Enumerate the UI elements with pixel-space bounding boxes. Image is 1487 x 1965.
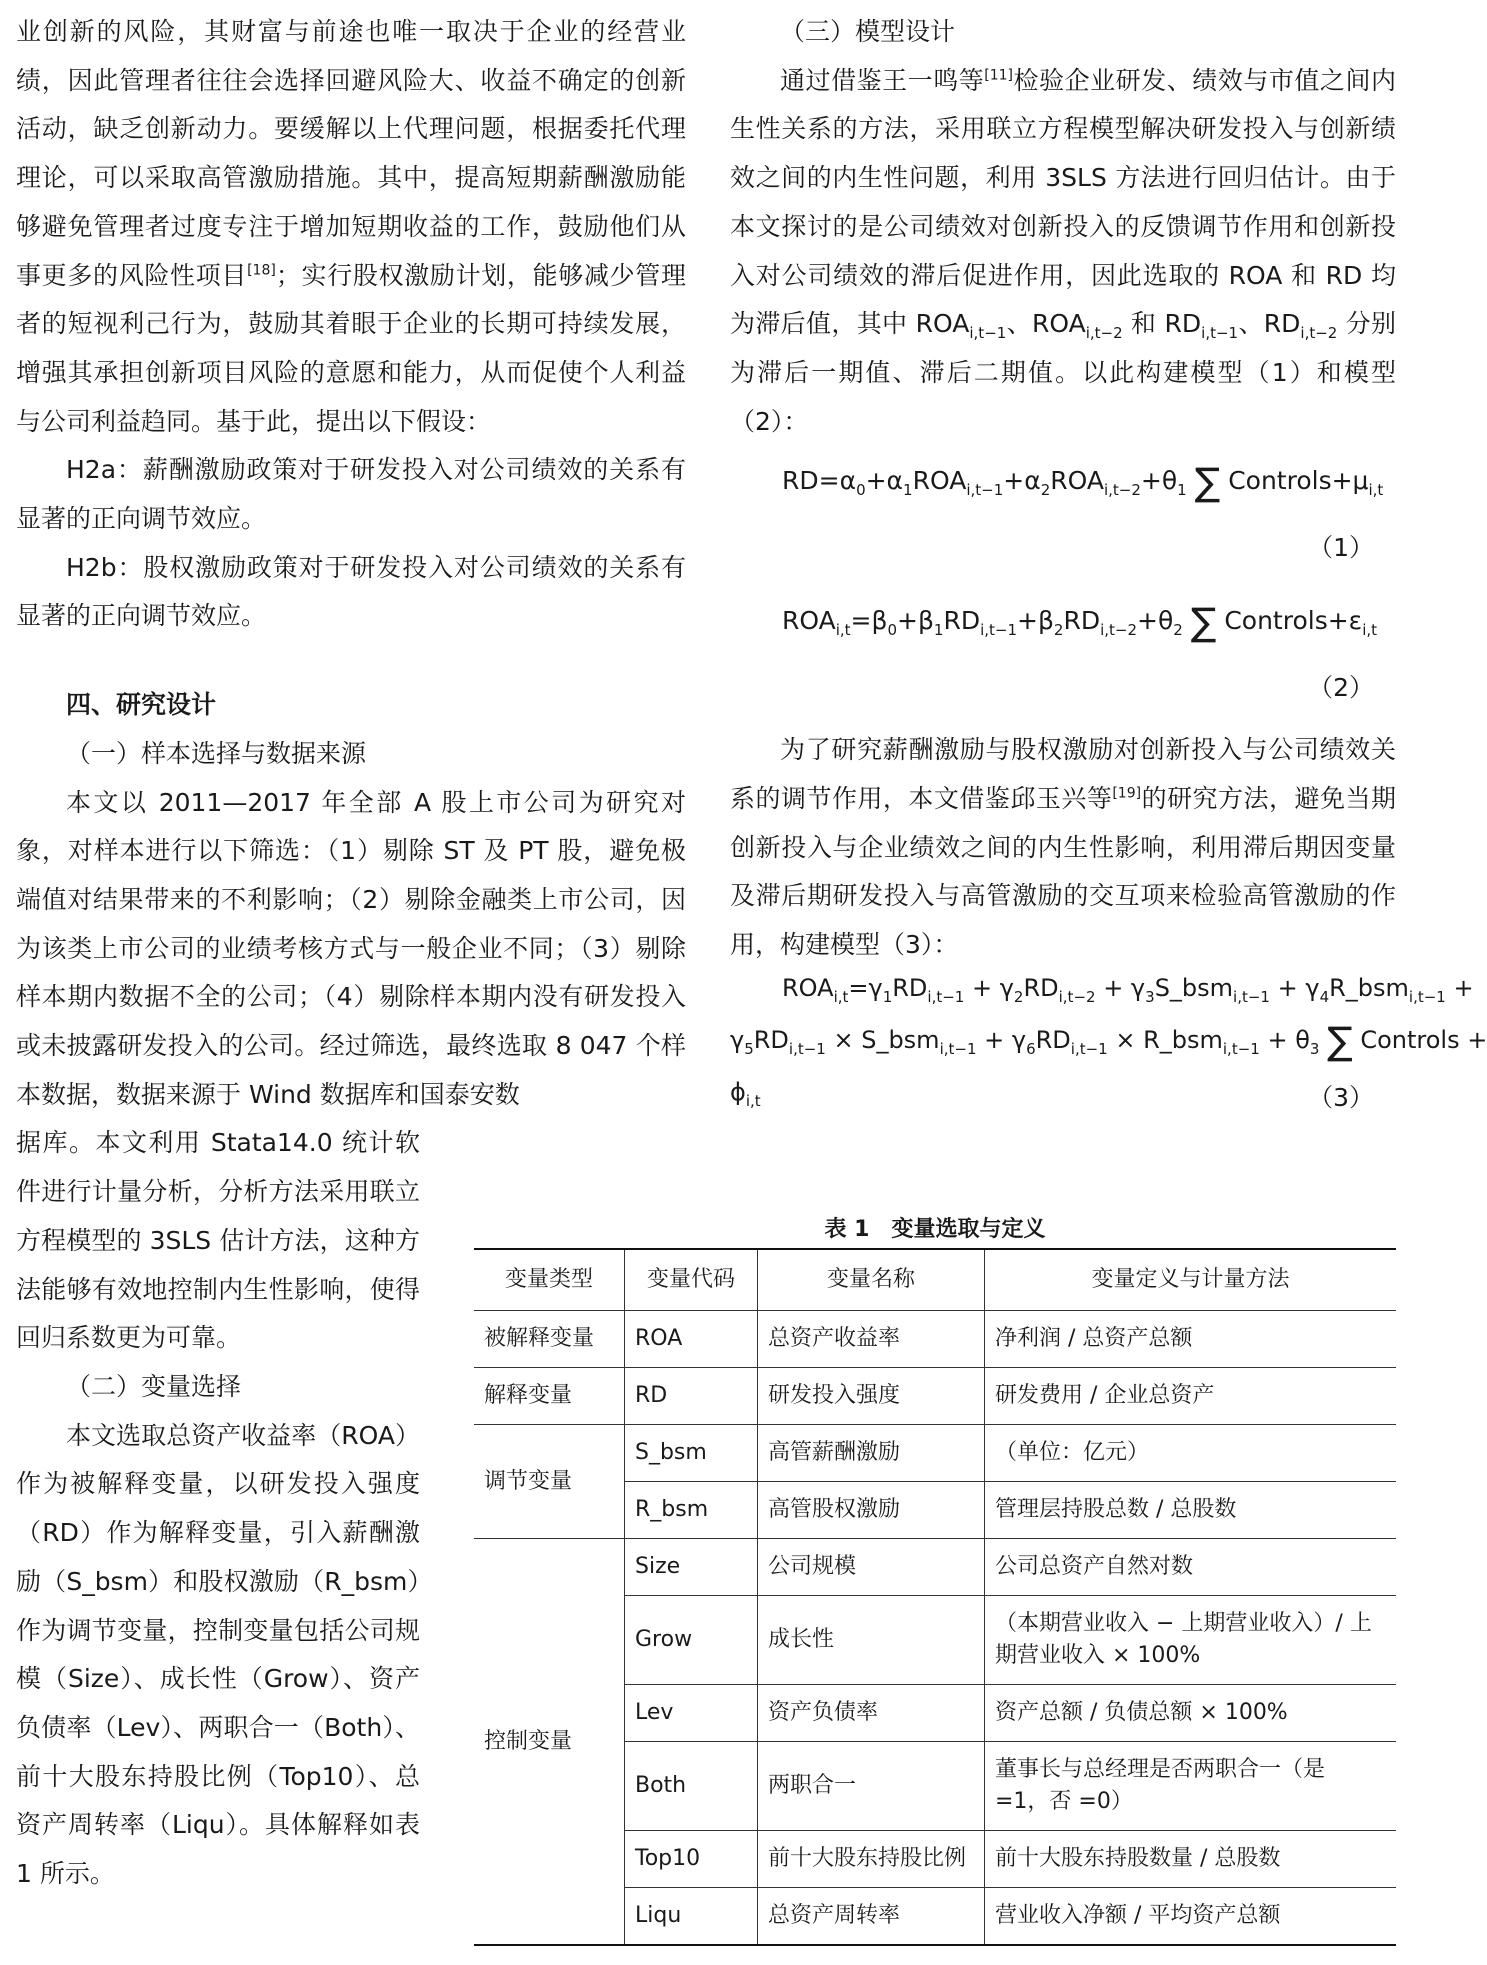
header-variable-definition: 变量定义与计量方法 (985, 1249, 1397, 1311)
cell-definition: 净利润 / 总资产总额 (985, 1311, 1397, 1368)
cell-code: S_bsm (625, 1425, 758, 1482)
right-column (730, 8, 1487, 1120)
cell-definition: 研发费用 / 企业总资产 (985, 1368, 1397, 1425)
cell-name: 研发投入强度 (758, 1368, 985, 1425)
cell-code: Both (625, 1742, 758, 1831)
table-row (474, 1425, 1396, 1482)
table-row (474, 1368, 1396, 1425)
reference-11[interactable]: [11] (984, 67, 1014, 84)
cell-name: 成长性 (758, 1596, 985, 1685)
equation-1: $RD=\alpha_0+\alpha_1ROA_{i,t-1}+\alpha_2ROA_{i,t-2}+\theta_1$ ∑ $Controls+\mu_{i,t}$ （1） (782, 460, 1384, 563)
equation-3: $ROA_{i,t}=\gamma_1RD_{i,t-1} + \gamma_2RD_{i,t-2}$ + $\gamma_3S\_bsm_{i,t-1}$ + $\gamma_4R\_bsm_{i,t-1}$ + $\gamma_5RD_{i,t-1}$ × S_bsm$_{i,t-1}$ + $\gamma_6RD_{i,t-1}$ × R_bsm$_{i,t-1}$ + $\theta_3$ ∑ Controls + $\phi_{i,t}$ （3） (730, 973, 1487, 1112)
cell-definition: 管理层持股总数 / 总股数 (985, 1482, 1397, 1539)
cell-code: Lev (625, 1685, 758, 1742)
cell-code: Size (625, 1539, 758, 1596)
paragraph-model: 通过借鉴王一鸣等[11]检验企业研发、绩效与市值之间内生性关系的方法，采用联立方程模型解决研发投入与创新绩效之间的内生性问题，利用 3SLS 方法进行回归估计。由于本文探讨的是公司绩效对创新投入的反馈调节作用和创新投入对公司绩效的滞后促进作用，因此选取的 ROA 和 RD 均为滞后值，其中 $ROA_{i,t-1}$、$ROA_{i,t-2}$ 和 $RD_{i,t-1}$、$RD_{i,t-2}$ 分别为滞后一期值、滞后二期值。以此构建模型（1）和模型（2）： (730, 65, 1396, 436)
cell-name: 资产负债率 (758, 1685, 985, 1742)
table-header-row (474, 1249, 1396, 1311)
reference-19[interactable]: [19] (1112, 785, 1142, 802)
equation-1-number: （1） (1308, 533, 1374, 563)
cell-type: 解释变量 (474, 1368, 625, 1425)
reference-18[interactable]: [18] (247, 262, 276, 279)
cell-definition: 资产总额 / 负债总额 × 100% (985, 1685, 1397, 1742)
section-heading-research-design: 四、研究设计 (66, 690, 217, 720)
cell-definition: 董事长与总经理是否两职合一（是 =1，否 =0） (985, 1742, 1397, 1831)
cell-name: 公司规模 (758, 1539, 985, 1596)
equation-3-number: （3） (1308, 1082, 1374, 1112)
variables-table (474, 1248, 1396, 1946)
cell-code: ROA (625, 1311, 758, 1368)
cell-code: Grow (625, 1596, 758, 1685)
paragraph-method: 据库。本文利用 Stata14.0 统计软件进行计量分析，分析方法采用联立方程模型的 3SLS 估计方法，这种方法能够有效地控制内生性影响，使得回归系数更为可靠。 (16, 1128, 420, 1353)
table-title: 表 1 变量选取与定义 (824, 1217, 1046, 1242)
subheading-variables: （二）变量选择 (66, 1371, 242, 1401)
hypothesis-h2a: H2a：薪酬激励政策对于研发投入对公司绩效的关系有显著的正向调节效应。 (16, 455, 686, 534)
cell-type: 控制变量 (474, 1539, 625, 1946)
cell-name: 总资产收益率 (758, 1311, 985, 1368)
header-variable-name: 变量名称 (758, 1249, 985, 1311)
cell-name: 总资产周转率 (758, 1888, 985, 1946)
table-row (474, 1539, 1396, 1596)
cell-type: 调节变量 (474, 1425, 625, 1539)
paragraph-variables: 本文选取总资产收益率（ROA）作为被解释变量，以研发投入强度（RD）作为解释变量，引入薪酬激励（S_bsm）和股权激励（R_bsm）作为调节变量，控制变量包括公司规模（Size）、成长性（Grow）、资产负债率（Lev）、两职合一（Both）、前十大股东持股比例（Top10）、总资产周转率（Liqu）。具体解释如表 1 所示。 (16, 1420, 420, 1889)
header-variable-code: 变量代码 (625, 1249, 758, 1311)
cell-definition: （单位：亿元） (985, 1425, 1397, 1482)
cell-definition: （本期营业收入 − 上期营业收入）/ 上期营业收入 × 100% (985, 1596, 1397, 1685)
cell-definition: 前十大股东持股数量 / 总股数 (985, 1831, 1397, 1888)
cell-code: Top10 (625, 1831, 758, 1888)
cell-definition: 公司总资产自然对数 (985, 1539, 1397, 1596)
subheading-model: （三）模型设计 (780, 17, 956, 46)
header-variable-type: 变量类型 (474, 1249, 625, 1311)
paragraph-sample: 本文以 2011—2017 年全部 A 股上市公司为研究对象，对样本进行以下筛选：（1）剔除 ST 及 PT 股，避免极端值对结果带来的不利影响；（2）剔除金融类上市公司，因为该类上市公司的业绩考核方式与一般企业不同；（3）剔除样本期内数据不全的公司；（4）剔除样本期内没有研发投入或未披露研发投入的公司。经过筛选，最终选取 8 047 个样本数据，数据来源于 Wind 数据库和国泰安数 (16, 787, 686, 1109)
cell-code: R_bsm (625, 1482, 758, 1539)
cell-code: RD (625, 1368, 758, 1425)
cell-name: 高管薪酬激励 (758, 1425, 985, 1482)
cell-name: 两职合一 (758, 1742, 985, 1831)
cell-code: Liqu (625, 1888, 758, 1946)
paragraph-moderation: 为了研究薪酬激励与股权激励对创新投入与公司绩效关系的调节作用，本文借鉴邱玉兴等[19]的研究方法，避免当期创新投入与企业绩效之间的内生性影响，利用滞后期因变量及滞后期研发投入与高管激励的交互项来检验高管激励的作用，构建模型（3）： (730, 735, 1396, 960)
hypothesis-h2b: H2b：股权激励政策对于研发投入对公司绩效的关系有显著的正向调节效应。 (16, 552, 686, 631)
table-row (474, 1311, 1396, 1368)
cell-type: 被解释变量 (474, 1311, 625, 1368)
equation-2: $ROA_{i,t}=\beta_0+\beta_1RD_{i,t-1}+\beta_2RD_{i,t-2}+\theta_2$ ∑ $Controls+\varepsilon_{i,t}$ （2） (782, 600, 1378, 703)
cell-definition: 营业收入净额 / 平均资产总额 (985, 1888, 1397, 1946)
paragraph-agency: 业创新的风险，其财富与前途也唯一取决于企业的经营业绩，因此管理者往往会选择回避风险大、收益不确定的创新活动，缺乏创新动力。要缓解以上代理问题，根据委托代理理论，可以采取高管激励措施。其中，提高短期薪酬激励能够避免管理者过度专注于增加短期收益的工作，鼓励他们从事更多的风险性项目[18]；实行股权激励计划，能够减少管理者的短视利己行为，鼓励其着眼于企业的长期可持续发展，增强其承担创新项目风险的意愿和能力，从而促使个人利益与公司利益趋同。基于此，提出以下假设： (16, 17, 686, 436)
subheading-sample: （一）样本选择与数据来源 (66, 738, 367, 768)
cell-name: 前十大股东持股比例 (758, 1831, 985, 1888)
cell-name: 高管股权激励 (758, 1482, 985, 1539)
equation-2-number: （2） (1308, 673, 1374, 703)
